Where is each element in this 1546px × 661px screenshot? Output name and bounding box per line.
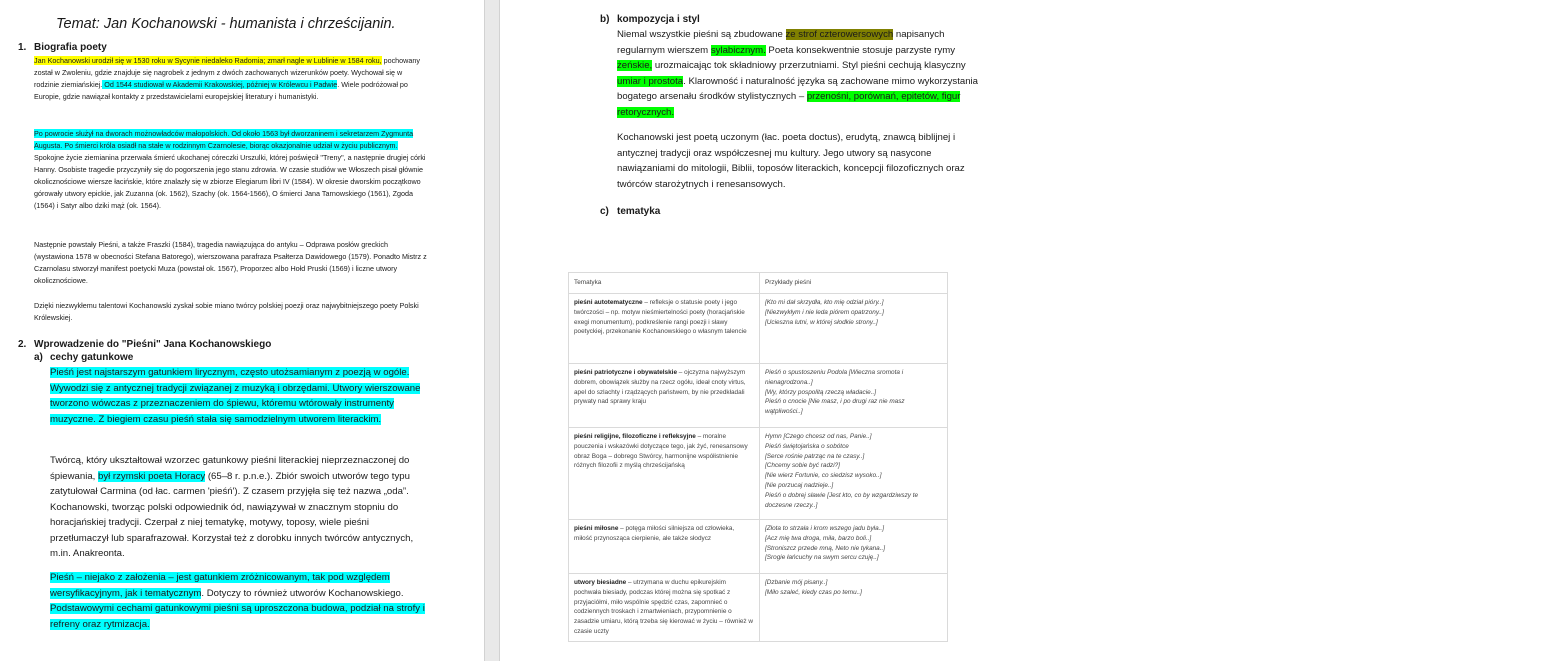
highlight-green: żeńskie, xyxy=(617,60,653,71)
page-gutter xyxy=(484,0,500,661)
example-item: [Miło szaleć, kiedy czas po temu..] xyxy=(765,588,862,596)
example-item: [Uciesznа lutni, w której słodkie strony..] xyxy=(765,318,878,326)
theme-description: – refleksje o statusie poety i jego twórczości – np. motyw nieśmiertelności poety (horacjańskie exegi monumentum), podkreślenie rangi poezji i sławy poetyckiej, przekonanie Kochanowskiego o własnym talencie xyxy=(574,299,747,336)
section-heading-introduction xyxy=(18,339,271,350)
example-item: [Kto mi dał skrzydła, kto mię odział pióry..] xyxy=(765,299,884,306)
column-header-examples: Przykłady pieśni xyxy=(760,273,948,294)
genre-paragraph-3: Pieśń – niejako z założenia – jest gatunkiem zróżnicowanym, tak pod względem wersyfikacyjnym, jak i tematycznym. Dotyczy to również utworów Kochanowskiego. Podstawowymi cechami gatunkowymi pieśni są uproszczona budowa, podział na strofy i refreny oraz rytmizacja. xyxy=(50,572,425,630)
table-row xyxy=(569,364,948,428)
example-item: Pieśń o cnocie [Nie masz, i po drugi raz nie masz wątpliwości..] xyxy=(765,398,905,416)
subsection-heading-a xyxy=(34,352,133,363)
highlight-cyan: był rzymski poeta Horacy xyxy=(98,470,206,482)
example-item: [Acz mię twa droga, miła, barzo boli..] xyxy=(765,534,872,542)
subsection-heading-c xyxy=(600,206,660,217)
example-item: [Złota to strzała i krom wszego jadu była..] xyxy=(765,525,884,532)
theme-name: utwory biesiadne xyxy=(574,579,627,586)
genre-paragraph-2: Twórcą, który ukształtował wzorzec gatunkowy pieśni literackiej nieprzeznaczonej do śpiewania, był rzymski poeta Horacy (65–8 r. p.n.e.). Zbiór swoich utworów tego typu zatytułował Carmina (od łac. carmen 'pieśń'). Z czasem przyjęła się też nazwa „oda”. Kochanowski, tworząc polski odpowiednik ód, nawiązywał w znacznym stopniu do horacjańskiej tradycji. Czerpał z niej tematykę, motywy, toposy, wiele pieśni przetłumaczył lub sparafrazował. Korzystał też z dorobku innych twórców antycznych, m.in. Anakreonta. xyxy=(50,455,414,559)
table-cell-examples xyxy=(760,574,948,642)
table-cell-examples xyxy=(760,520,948,574)
highlight-cyan: Podstawowymi cechami gatunkowymi pieśni są uproszczona budowa, podział na strofy i refreny oraz rytmizacja. xyxy=(50,603,425,630)
example-item: [Stroniszcz przede mną, Neto nie tykana..] xyxy=(765,544,886,552)
example-item: [Serce rośnie patrząc na te czasy..] xyxy=(765,452,865,460)
example-item: [Nie wierz Fortunie, co siedzisz wysoko..] xyxy=(765,472,882,480)
biography-paragraph-2: Po powrocie służył na dworach możnowładców małopolskich. Od około 1563 był dworzaninem i sekretarzem Zygmunta Augusta. Po śmierci króla osiadł na stałe w rodzinnym Czarnolesie, biorąc okazjonalnie udział w życiu publicznym. Spokojne życie ziemianina przerwała śmierć ukochanej córeczki Urszulki, której poświęcił "Treny", a następnie drugiej córki Hanny. Osobiste tragedie przyczyniły się do pogorszenia jego stanu zdrowia. W czasie studiów we Włoszech pisał głównie okolicznościowe wiersze łacińskie, które znalazły się w zbiorze Elegiarum libri IV (1584). W okresie dworskim początkowo górowały utwory epickie, jak Zuzanna (ok. 1562), Szachy (ok. 1564-1566), O śmierci Jana Tarnowskiego (1561), Zgoda (1564) i Satyr albo dziki mąż (ok. 1564). xyxy=(34,129,426,210)
example-item: Pieśń o spustoszeniu Podola [Wieczna sromota i nienagrodzona..] xyxy=(765,369,904,386)
section-heading-biography xyxy=(18,42,107,53)
biography-paragraph-3: Następnie powstały Pieśni, a także Fraszki (1584), tragedia nawiązująca do antyku – Odprawa posłów greckich (wystawiona 1578 w obecności Stefana Batorego), wierszowana parafraza Psałterza Dawidowego (1579). Ponadto Mistrz z Czarnolasu stworzył manifest poetycki Muza (powstał ok. 1567), Proporzec albo Hołd Pruski (1569) i liczne utwory okolicznościowe. xyxy=(34,240,427,285)
example-item: [Chcemy sobie być radzi?] xyxy=(765,462,840,470)
theme-name: pieśni patriotyczne i obywatelskie xyxy=(574,369,677,376)
highlight-cyan: Pieśń – niejako z założenia – jest gatunkiem zróżnicowanym, tak pod względem wersyfikacyjnym, jak i tematycznym xyxy=(50,572,390,599)
subsection-letter: b) xyxy=(600,14,610,25)
subsection-heading-text: tematyka xyxy=(617,206,661,217)
example-item: [Niezwykłym i nie leda piórem opatrzony..] xyxy=(765,308,884,316)
highlight-cyan: Pieśń jest najstarszym gatunkiem lirycznym, często utożsamianym z poezją w ogóle. Wywodzi się z antycznej tradycji związanej z muzyką i obrzędami. Utwory wierszowane tworzono wówczas z przeznaczeniem do śpiewu, któremu wtórowały instrumenty muzyczne. Z biegiem czasu pieśń stała się samodzielnym utworem literackim. xyxy=(50,367,421,425)
theme-name: pieśni autotematyczne xyxy=(574,299,643,306)
highlight-olive: ze strof czterowersowych xyxy=(785,29,894,40)
table-cell-theme xyxy=(569,364,760,428)
document-title: Temat: Jan Kochanowski - humanista i chrześcijanin. xyxy=(56,16,396,32)
highlight-green: sylabicznym. xyxy=(710,44,766,56)
section-number: 1. xyxy=(18,42,27,53)
biography-paragraph-4: Dzięki niezwykłemu talentowi Kochanowski zyskał sobie miano twórcy polskiej poezji oraz najwybitniejszego poety Polski Królewskiej. xyxy=(34,301,419,322)
composition-paragraph-1: Niemal wszystkie pieśni są zbudowane ze strof czterowersowych napisanych regularnym wierszem sylabicznym. Poeta konsekwentnie stosuje parzyste rymy żeńskie, urozmaicając tok składniowy przerzutniami. Styl pieśni cechują klasyczny umiar i prostota. Klarowność i naturalność języka są zachowane mimo wykorzystania bogatego arsenału środków stylistycznych – przenośni, porównań, epitetów, figur retorycznych. xyxy=(617,29,978,118)
document-page-right xyxy=(500,0,1546,661)
highlight-green: przenośni, porównań, epitetów, figur retorycznych. xyxy=(617,91,961,118)
table-cell-theme xyxy=(569,520,760,574)
table-cell-theme xyxy=(569,574,760,642)
table-cell-examples xyxy=(760,294,948,364)
section-heading-text: Wprowadzenie do "Pieśni" Jana Kochanowskiego xyxy=(34,339,272,350)
table-row xyxy=(569,294,948,364)
theme-name: pieśni religijne, filozoficzne i refleksyjne xyxy=(574,433,696,440)
column-header-theme: Tematyka xyxy=(569,273,760,294)
theme-description: – potęga miłości silniejsza od człowieka, miłość przynosząca cierpienie, ale także słodycz xyxy=(574,525,735,542)
highlight-cyan: Po powrocie służył na dworach możnowładców małopolskich. Od około 1563 był dworzaninem i sekretarzem Zygmunta Augusta. Po śmierci króla osiadł na stałe w rodzinnym Czarnolesie, biorąc okazjonalnie udział w życiu publicznym. xyxy=(34,129,414,150)
example-item: Hymn [Czego chcesz od nas, Panie..] xyxy=(765,433,872,440)
highlight-cyan: Od 1544 studiował w Akademii Krakowskiej, później w Królewcu i Padwie xyxy=(102,80,338,89)
example-item: [Wy, którzy pospolitą rzeczą władacie..] xyxy=(765,388,877,396)
biography-paragraph-1: Jan Kochanowski urodził się w 1530 roku w Sycynie niedaleko Radomia; zmarł nagle w Lublinie w 1584 roku, pochowany został w Zwoleniu, gdzie znajduje się nagrobek z jednym z dwóch zachowanych wizerunków poety. Wychował się w rodzinie ziemiańskiej. Od 1544 studiował w Akademii Krakowskiej, później w Królewcu i Padwie. Wiele podróżował po Europie, gdzie nawiązał kontakty z przedstawicielami europejskiej literatury i humanistyki. xyxy=(34,56,420,101)
highlight-green: umiar i prostota xyxy=(617,75,684,87)
composition-paragraph-2: Kochanowski jest poetą uczonym (łac. poeta doctus), erudytą, znawcą biblijnej i antycznej tradycji oraz współczesnej mu kultury. Jego utwory są nasycone nawiązaniami do mitologii, Biblii, toposów literackich, koncepcji filozoficznych oraz twórców starożytnych i renesansowych. xyxy=(617,132,965,190)
subsection-letter: c) xyxy=(600,206,609,217)
theme-description: – ojczyzna najwyższym dobrem, obowiązek służby na rzecz ogółu, ideał cnoty virtus, apel do szlachty i rządzących państwem, by nie przedkładali prywaty nad sprawy kraju xyxy=(574,369,746,406)
example-item: [Dzbanie mój pisany..] xyxy=(765,579,828,586)
table-cell-examples xyxy=(760,364,948,428)
table-cell-theme xyxy=(569,294,760,364)
subsection-letter: a) xyxy=(34,352,43,363)
subsection-heading-text: kompozycja i styl xyxy=(617,14,700,25)
table-row xyxy=(569,428,948,520)
table-header-row xyxy=(569,273,948,294)
table-cell-theme xyxy=(569,428,760,520)
table-row xyxy=(569,574,948,642)
highlight-yellow: Jan Kochanowski urodził się w 1530 roku w Sycynie niedaleko Radomia; zmarł nagle w Lublinie w 1584 roku, xyxy=(34,56,382,65)
subsection-heading-b xyxy=(600,14,700,25)
theme-description: – moralne pouczenia i wskazówki dotyczące tego, jak żyć, renesansowy obraz Boga – dobrego Stwórcy, harmonijne współistnienie różnych filozofii z myślą chrześcijańską xyxy=(574,433,748,470)
example-item: [Nie porzucaj nadzieje..] xyxy=(765,481,834,489)
theme-description: – utrzymana w duchu epikurejskim pochwała biesiady, podczas której można się spotkać z przyjaciółmi, miło wspólnie spędzić czas, zapomnieć o codziennych troskach i zmartwieniach, przypomnienie o zasadzie umiaru, którą trzeba się kierować w życiu – również w czasie uczty xyxy=(574,579,754,635)
example-item: Pieśń świętojańska o sobótce xyxy=(765,442,849,450)
subsection-heading-text: cechy gatunkowe xyxy=(50,352,134,363)
genre-paragraph-1 xyxy=(50,365,428,427)
theme-name: pieśni miłosne xyxy=(574,525,619,532)
document-page-left xyxy=(0,0,484,661)
themes-table xyxy=(568,272,948,642)
example-item: [Srogie łańcuchy na swym sercu czuję..] xyxy=(765,554,879,562)
table-cell-examples xyxy=(760,428,948,520)
table-row xyxy=(569,520,948,574)
example-item: Pieśń o dobrej sławie [Jest kto, co by wzgardziwszy te doczesne rzeczy..] xyxy=(765,491,919,509)
section-heading-text: Biografia poety xyxy=(34,42,107,53)
section-number: 2. xyxy=(18,339,27,350)
